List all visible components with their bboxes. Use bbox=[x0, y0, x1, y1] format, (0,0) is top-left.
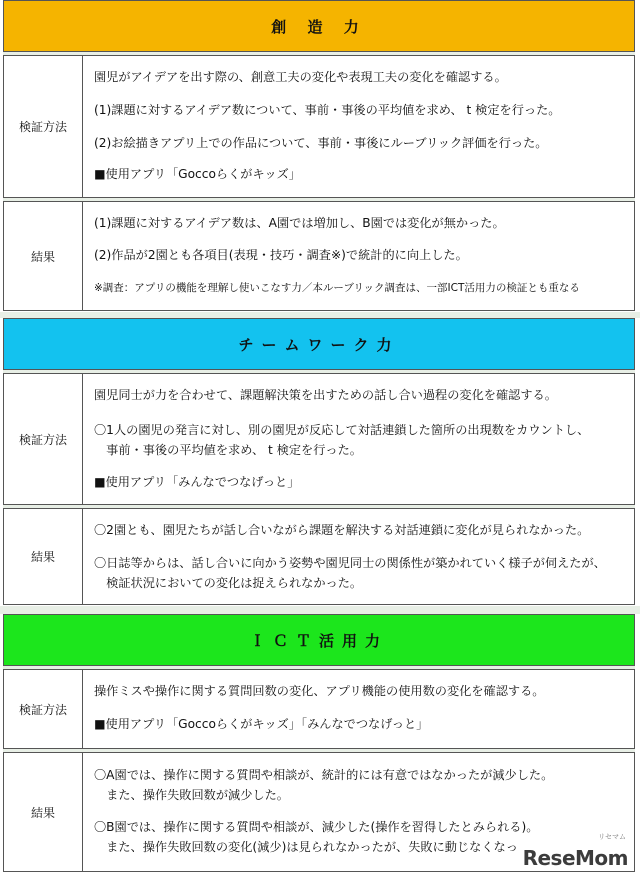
method-line: (1)課題に対するアイデア数について、事前・事後の平均値を求め、 t 検定を行った。 bbox=[94, 103, 561, 117]
result-line: また、操作失敗回数の変化(減少)は見られなかったが、失敗に動じなくなっ bbox=[94, 840, 518, 854]
result-line: (2)作品が2園とも各項目(表現・技巧・調査※)で統計的に向上した。 bbox=[94, 248, 468, 262]
result-line: (1)課題に対するアイデア数は、A園では増加し、B園では変化が無かった。 bbox=[94, 216, 505, 230]
method-line: (2)お絵描きアプリ上での作品について、事前・事後にルーブリック評価を行った。 bbox=[94, 136, 548, 150]
app-line: ■使用アプリ「みんなでつなげっと」 bbox=[94, 475, 300, 489]
section-header-teamwork bbox=[3, 318, 635, 370]
method-line: 園児がアイデアを出す際の、創意工夫の変化や表現工夫の変化を確認する。 bbox=[94, 70, 507, 84]
resemom-logo: ReseMom bbox=[522, 846, 628, 870]
result-line: 〇A園では、操作に関する質問や相談が、統計的には有意ではなかったが減少した。 bbox=[94, 768, 554, 782]
method-label: 検証方法 bbox=[4, 56, 83, 197]
method-row bbox=[3, 55, 635, 198]
app-line: ■使用アプリ「Goccoらくがキッズ」「みんなでつなげっと」 bbox=[94, 717, 429, 731]
result-label: 結果 bbox=[4, 509, 83, 604]
method-line: 園児同士が力を合わせて、課題解決策を出すための話し合い過程の変化を確認する。 bbox=[94, 388, 557, 402]
result-row bbox=[3, 201, 635, 311]
result-line: 〇B園では、操作に関する質問や相談が、減少した(操作を習得したとみられる)。 bbox=[94, 820, 539, 834]
result-line: また、操作失敗回数が減少した。 bbox=[94, 788, 289, 802]
method-label: 検証方法 bbox=[4, 374, 83, 504]
section-title: 創 造 力 bbox=[271, 17, 367, 36]
section-title: チームワーク力 bbox=[238, 335, 400, 354]
method-row bbox=[3, 373, 635, 505]
result-label: 結果 bbox=[4, 753, 83, 871]
method-line: 〇1人の園児の発言に対し、別の園児が反応して対話連鎖した箇所の出現数をカウントし、 bbox=[94, 423, 590, 437]
watermark-mark: リセマム bbox=[598, 833, 626, 841]
app-line: ■使用アプリ「Goccoらくがキッズ」 bbox=[94, 167, 301, 181]
result-line: 検証状況においての変化は捉えられなかった。 bbox=[94, 576, 363, 590]
section-header-ict bbox=[3, 614, 635, 666]
result-label: 結果 bbox=[4, 202, 83, 310]
section-header-creativity bbox=[3, 0, 635, 52]
result-row bbox=[3, 508, 635, 605]
result-line: 〇2園とも、園児たちが話し合いながら課題を解決する対話連鎖に変化が見られなかった。 bbox=[94, 523, 590, 537]
section-title: ＩＣＴ活用力 bbox=[249, 631, 388, 650]
method-row bbox=[3, 669, 635, 749]
method-label: 検証方法 bbox=[4, 670, 83, 748]
result-line: 〇日誌等からは、話し合いに向かう姿勢や園児同士の関係性が築かれていく様子が伺えたが、 bbox=[94, 556, 606, 570]
result-note: ※調査：アプリの機能を理解し使いこなす力／本ルーブリック調査は、一部ICT活用力の検証とも重なる bbox=[94, 282, 580, 294]
method-line: 操作ミスや操作に関する質問回数の変化、アプリ機能の使用数の変化を確認する。 bbox=[94, 684, 545, 698]
method-line: 事前・事後の平均値を求め、 t 検定を行った。 bbox=[94, 443, 362, 457]
